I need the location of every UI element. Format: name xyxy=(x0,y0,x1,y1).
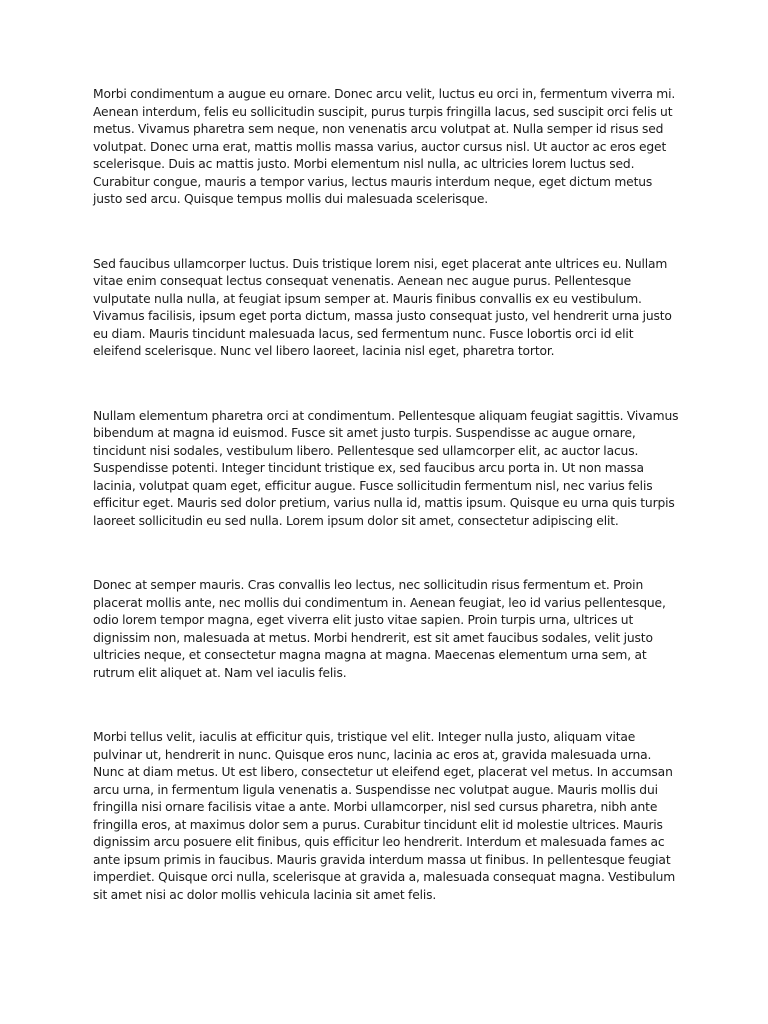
paragraph-5: Morbi tellus velit, iaculis at efficitur quis, tristique vel elit. Integer nulla justo, aliquam vitae pulvinar ut, hendrerit in nunc. Quisque eros nunc, lacinia ac eros at, gravida malesuada urna. Nunc at diam metus. Ut est libero, consectetur ut eleifend eget, placerat vel metus. In accumsan arcu urna, in fermentum ligula venenatis a. Suspendisse nec volutpat augue. Mauris mollis dui fringilla nisi ornare facilisis vitae a ante. Morbi ullamcorper, nisl sed cursus pharetra, nibh ante fringilla eros, at maximus dolor sem a purus. Curabitur tincidunt elit id molestie ultrices. Mauris dignissim arcu posuere elit finibus, quis efficitur leo hendrerit. Interdum et malesuada fames ac ante ipsum primis in faucibus. Mauris gravida interdum massa ut finibus. In pellentesque feugiat imperdiet. Quisque orci nulla, scelerisque at gravida a, malesuada consequat magna. Vestibulum sit amet nisi ac dolor mollis vehicula lacinia sit amet felis. xyxy=(93,730,676,902)
paragraph-2: Sed faucibus ullamcorper luctus. Duis tristique lorem nisi, eget placerat ante ultrices eu. Nullam vitae enim consequat lectus consequat venenatis. Aenean nec augue purus. Pellentesque vulputate nulla nulla, at feugiat ipsum semper at. Mauris finibus convallis ex eu vestibulum. Vivamus facilisis, ipsum eget porta dictum, massa justo consequat justo, vel hendrerit urna justo eu diam. Mauris tincidunt malesuada lacus, sed fermentum nunc. Fusce lobortis orci id elit eleifend scelerisque. Nunc vel libero laoreet, lacinia nisl eget, pharetra tortor. xyxy=(93,256,672,358)
paragraph-4: Donec at semper mauris. Cras convallis leo lectus, nec sollicitudin risus fermentum et. Proin placerat mollis ante, nec mollis dui condimentum in. Aenean feugiat, leo id varius pellentesque, odio lorem tempor magna, eget viverra elit justo vitae sapien. Proin turpis urna, ultrices ut dignissim non, malesuada at metus. Morbi hendrerit, est sit amet faucibus sodales, velit justo ultricies neque, et consectetur magna magna at magna. Maecenas elementum urna sem, at rutrum elit aliquet at. Nam vel iaculis felis. xyxy=(93,578,666,680)
paragraph-3: Nullam elementum pharetra orci at condimentum. Pellentesque aliquam feugiat sagittis. Vivamus bibendum at magna id euismod. Fusce sit amet justo turpis. Suspendisse ac augue ornare, tincidunt nisi sodales, vestibulum libero. Pellentesque sed ullamcorper elit, ac auctor lacus. Suspendisse potenti. Integer tincidunt tristique ex, sed faucibus arcu porta in. Ut non massa lacinia, volutpat quam eget, efficitur augue. Fusce sollicitudin fermentum nisl, nec varius felis efficitur eget. Mauris sed dolor pretium, varius nulla id, mattis ipsum. Quisque eu urna quis turpis laoreet sollicitudin eu sed nulla. Lorem ipsum dolor sit amet, consectetur adipiscing elit. xyxy=(93,408,679,528)
document-body xyxy=(93,86,679,951)
paragraph-1: Morbi condimentum a augue eu ornare. Donec arcu velit, luctus eu orci in, fermentum viverra mi. Aenean interdum, felis eu sollicitudin suscipit, purus turpis fringilla lacus, sed suscipit orci felis ut metus. Vivamus pharetra sem neque, non venenatis arcu volutpat at. Nulla semper id risus sed volutpat. Donec urna erat, mattis mollis massa varius, auctor cursus nisl. Ut auctor ac eros eget scelerisque. Duis ac mattis justo. Morbi elementum nisl nulla, ac ultricies lorem luctus sed. Curabitur congue, mauris a tempor varius, lectus mauris interdum neque, eget dictum metus justo sed arcu. Quisque tempus mollis dui malesuada scelerisque. xyxy=(93,87,676,206)
